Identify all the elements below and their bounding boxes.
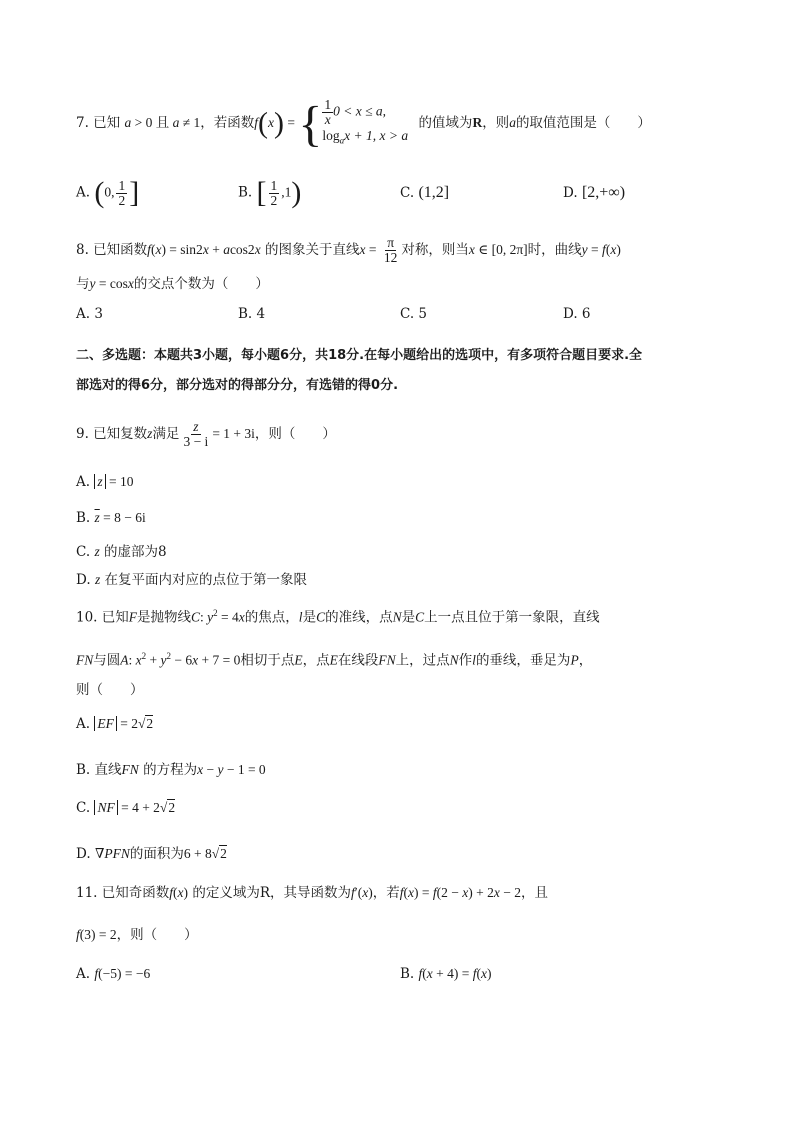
q11-option-b[interactable]: B. f(x + 4) = f(x)	[400, 966, 492, 982]
q11-stem-line2: f(3) = 2，则（ ）	[76, 927, 198, 943]
q7-option-a[interactable]: A. (0, $\frac{1}{2}$ ]	[76, 176, 140, 209]
q10-option-d[interactable]: D. ∇PFN的面积为6 + 8√2	[76, 846, 227, 862]
q10-option-c[interactable]: C. NF = 4 + 2√2	[76, 800, 176, 816]
q10-stem-line1: 10. 已知F是抛物线C: $y^2 = 4x$的焦点，l是C的准线，点N是C上一点且位于第一象限，直线	[76, 608, 600, 626]
q8-option-b[interactable]: B. 4	[238, 306, 266, 322]
section-heading: 二、多选题：本题共3小题，每小题6分，共18分.在每小题给出的选项中，有多项符合题目要求.全	[76, 348, 643, 363]
q9-option-b[interactable]: B. $\overline{z} = 8 - 6i$	[76, 510, 146, 526]
q8-option-c[interactable]: C. 5	[400, 306, 428, 322]
section-heading-cont: 部选对的得6分，部分选对的得部分分，有选错的得0分.	[76, 378, 399, 393]
q11-stem-line1: 11. 已知奇函数f(x) 的定义域为R，其导函数为f′(x)，若f(x) = f(2 − x) + 2x − 2，且	[76, 885, 548, 901]
q10-stem-line2: FN与圆A: $x^2 + y^2 - 6x + 7 = 0$相切于点E，点E在线段FN上，过点N作l的垂线，垂足为P，	[76, 651, 593, 669]
q8-option-d[interactable]: D. 6	[563, 306, 591, 322]
q10-option-a[interactable]: A. EF = 2√2	[76, 716, 154, 732]
q9-option-d[interactable]: D. z 在复平面内对应的点位于第一象限	[76, 572, 307, 588]
q7-option-c[interactable]: C. (1,2]	[400, 184, 450, 201]
q8-stem-line2: 与y = cosx的交点个数为（ ）	[76, 276, 269, 292]
q9-option-c[interactable]: C. z 的虚部为8	[76, 544, 167, 560]
q7-option-b[interactable]: B. [ $\frac{1}{2}$ ,1)	[238, 176, 302, 209]
q7-stem: 7. 已知 a > 0 且 a ≠ 1，若函数f(x) = { $\frac{1}{x}$ 0 < x ≤ a, $\log_ax + 1$, x > a 的值域为R，则a的取值范围是（ ）	[76, 95, 651, 152]
q8-option-a[interactable]: A. 3	[76, 306, 103, 322]
q10-option-b[interactable]: B. 直线FN 的方程为x − y − 1 = 0	[76, 762, 266, 778]
q7-option-d[interactable]: D. [2,+∞)	[563, 184, 626, 201]
q11-option-a[interactable]: A. f(−5) = −6	[76, 966, 151, 982]
q8-stem-line1: 8. 已知函数f(x) = sin2x + acos2x 的图象关于直线x = $\frac{\pi}{12}$ 对称，则当x ∈ [0, 2π]时，曲线y = f(x)	[76, 235, 621, 265]
q9-option-a[interactable]: A. z = 10	[76, 474, 134, 490]
q10-stem-line3: 则（ ）	[76, 682, 144, 698]
q9-stem: 9. 已知复数z满足 $\frac{z}{3 - i}$ = 1 + 3i，则（ ）	[76, 419, 336, 449]
